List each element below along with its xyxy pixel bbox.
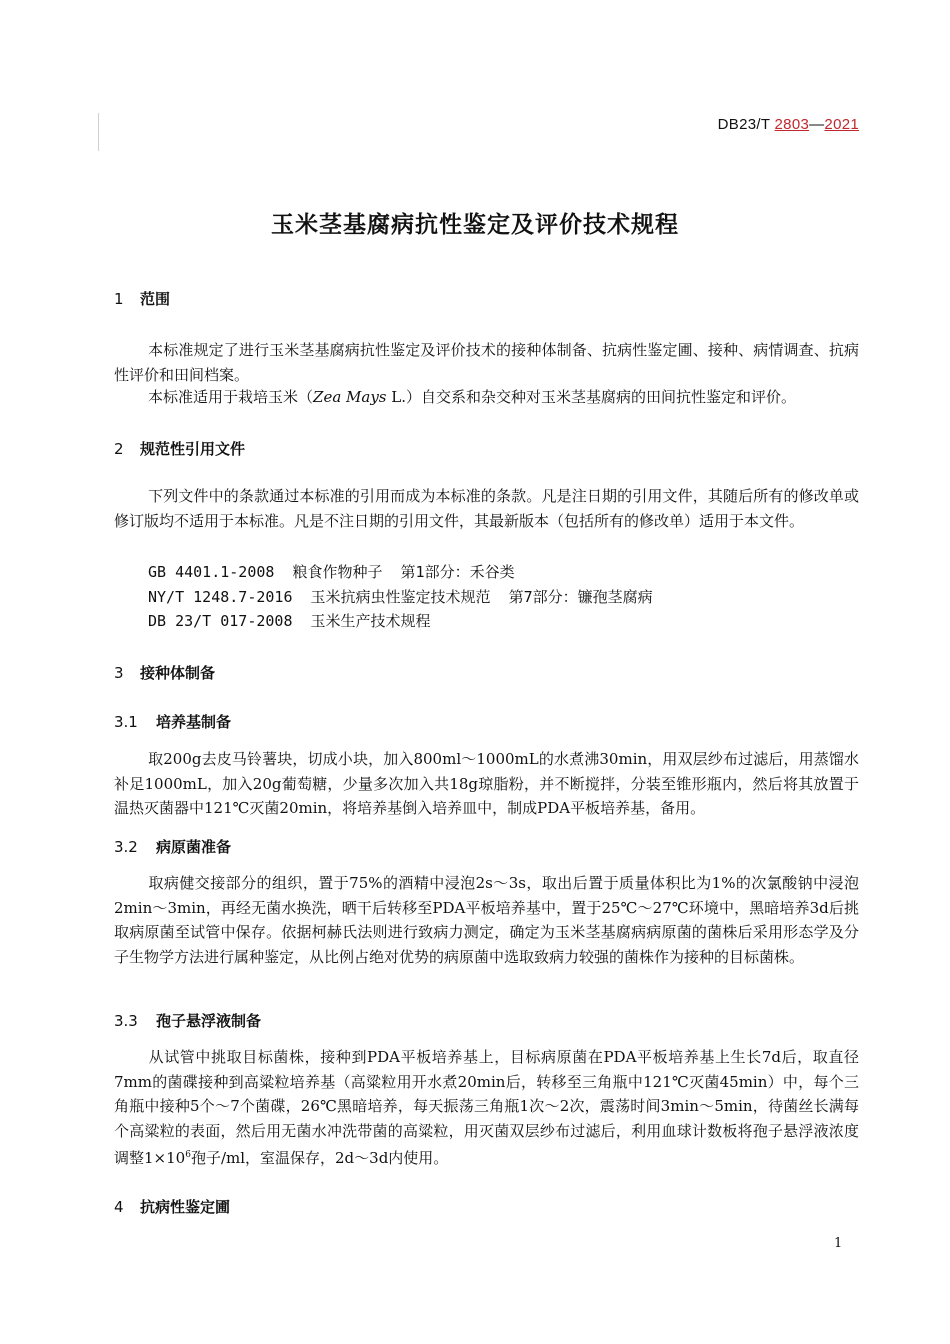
section-1-paragraph-2: 本标准适用于栽培玉米（Zea Mays L.）自交系和杂交种对玉米茎基腐病的田间抗性鉴定和评价。	[148, 388, 796, 406]
reference-item: NY/T 1248.7-2016 玉米抗病虫性鉴定技术规范 第7部分：镰孢茎腐病	[148, 588, 653, 606]
subsection-title: 病原菌准备	[156, 838, 232, 856]
section-4-heading	[114, 1196, 230, 1217]
section-1-paragraph-1: 本标准规定了进行玉米茎基腐病抗性鉴定及评价技术的接种体制备、抗病性鉴定圃、接种、病情调查、抗病性评价和田间档案。	[114, 341, 859, 384]
section-number: 1	[114, 290, 124, 308]
section-1-heading	[114, 288, 170, 309]
subsection-3-1-paragraph: 取200g去皮马铃薯块，切成小块，加入800ml～1000mL的水煮沸30min，用双层纱布过滤后，用蒸馏水补足1000mL，加入20g葡萄糖，少量多次加入共18g琼脂粉，并不断搅拌，分装至锥形瓶内，然后将其放置于温热灭菌器中121℃灭菌20min，将培养基倒入培养皿中，制成PDA平板培养基，备用。	[114, 750, 859, 817]
section-title: 接种体制备	[140, 664, 216, 682]
subsection-3-1-heading	[114, 711, 231, 732]
subsection-number: 3.3	[114, 1012, 138, 1030]
subsection-number: 3.2	[114, 838, 138, 856]
section-2-paragraph: 下列文件中的条款通过本标准的引用而成为本标准的条款。凡是注日期的引用文件，其随后所有的修改单或修订版均不适用于本标准。凡是不注日期的引用文件，其最新版本（包括所有的修改单）适用于本文件。	[114, 487, 859, 530]
doc-prefix: DB23/T	[717, 116, 775, 133]
subsection-title: 孢子悬浮液制备	[156, 1012, 262, 1030]
subsection-3-2-paragraph: 取病健交接部分的组织，置于75%的酒精中浸泡2s～3s，取出后置于质量体积比为1%的次氯酸钠中浸泡2min～3min，再经无菌水换洗，晒干后转移至PDA平板培养基中，置于25℃～27℃环境中，黑暗培养3d后挑取病原菌至试管中保存。依据柯赫氏法则进行致病力测定，确定为玉米茎基腐病病原菌的菌株后采用形态学及分子生物学方法进行属种鉴定，从比例占绝对优势的病原菌中选取致病力较强的菌株作为接种的目标菌株。	[114, 874, 859, 966]
section-2-heading	[114, 438, 245, 459]
reference-item: DB 23/T 017-2008 玉米生产技术规程	[148, 612, 431, 630]
subsection-3-3-heading	[114, 1010, 261, 1031]
doc-year: 2021	[824, 116, 859, 133]
section-title: 范围	[140, 290, 171, 308]
document-title: 玉米茎基腐病抗性鉴定及评价技术规程	[271, 212, 679, 238]
doc-number: 2803	[774, 116, 810, 133]
page-number: 1	[834, 1236, 843, 1251]
section-number: 3	[114, 664, 124, 682]
reference-item: GB 4401.1-2008 粮食作物种子 第1部分：禾谷类	[148, 563, 515, 581]
margin-rule	[98, 113, 99, 151]
subsection-number: 3.1	[114, 713, 138, 731]
subsection-title: 培养基制备	[156, 713, 232, 731]
section-number: 4	[114, 1198, 124, 1216]
subsection-3-2-heading	[114, 836, 231, 857]
section-title: 抗病性鉴定圃	[140, 1198, 231, 1216]
section-3-heading	[114, 662, 215, 683]
subsection-3-3-paragraph: 从试管中挑取目标菌株，接种到PDA平板培养基上，目标病原菌在PDA平板培养基上生长7d后，取直径7mm的菌碟接种到高粱粒培养基（高粱粒用开水煮20min后，转移至三角瓶中121℃灭菌45min）中，每个三角瓶中接种5个～7个菌碟，26℃黑暗培养，每天振荡三角瓶1次～2次，震荡时间3min～5min，待菌丝长满每个高粱粒的表面，然后用无菌水冲洗带菌的高粱粒，用灭菌双层纱布过滤后，利用血球计数板将孢子悬浮液浓度调整$1\times 10^6$孢子/ml，室温保存，2d～3d内使用。	[114, 1048, 859, 1167]
section-title: 规范性引用文件	[140, 440, 246, 458]
section-number: 2	[114, 440, 124, 458]
document-number	[718, 116, 859, 133]
exponent: 6	[185, 1150, 191, 1160]
scientific-name: Zea Mays	[313, 388, 387, 406]
doc-dash: —	[809, 116, 825, 133]
